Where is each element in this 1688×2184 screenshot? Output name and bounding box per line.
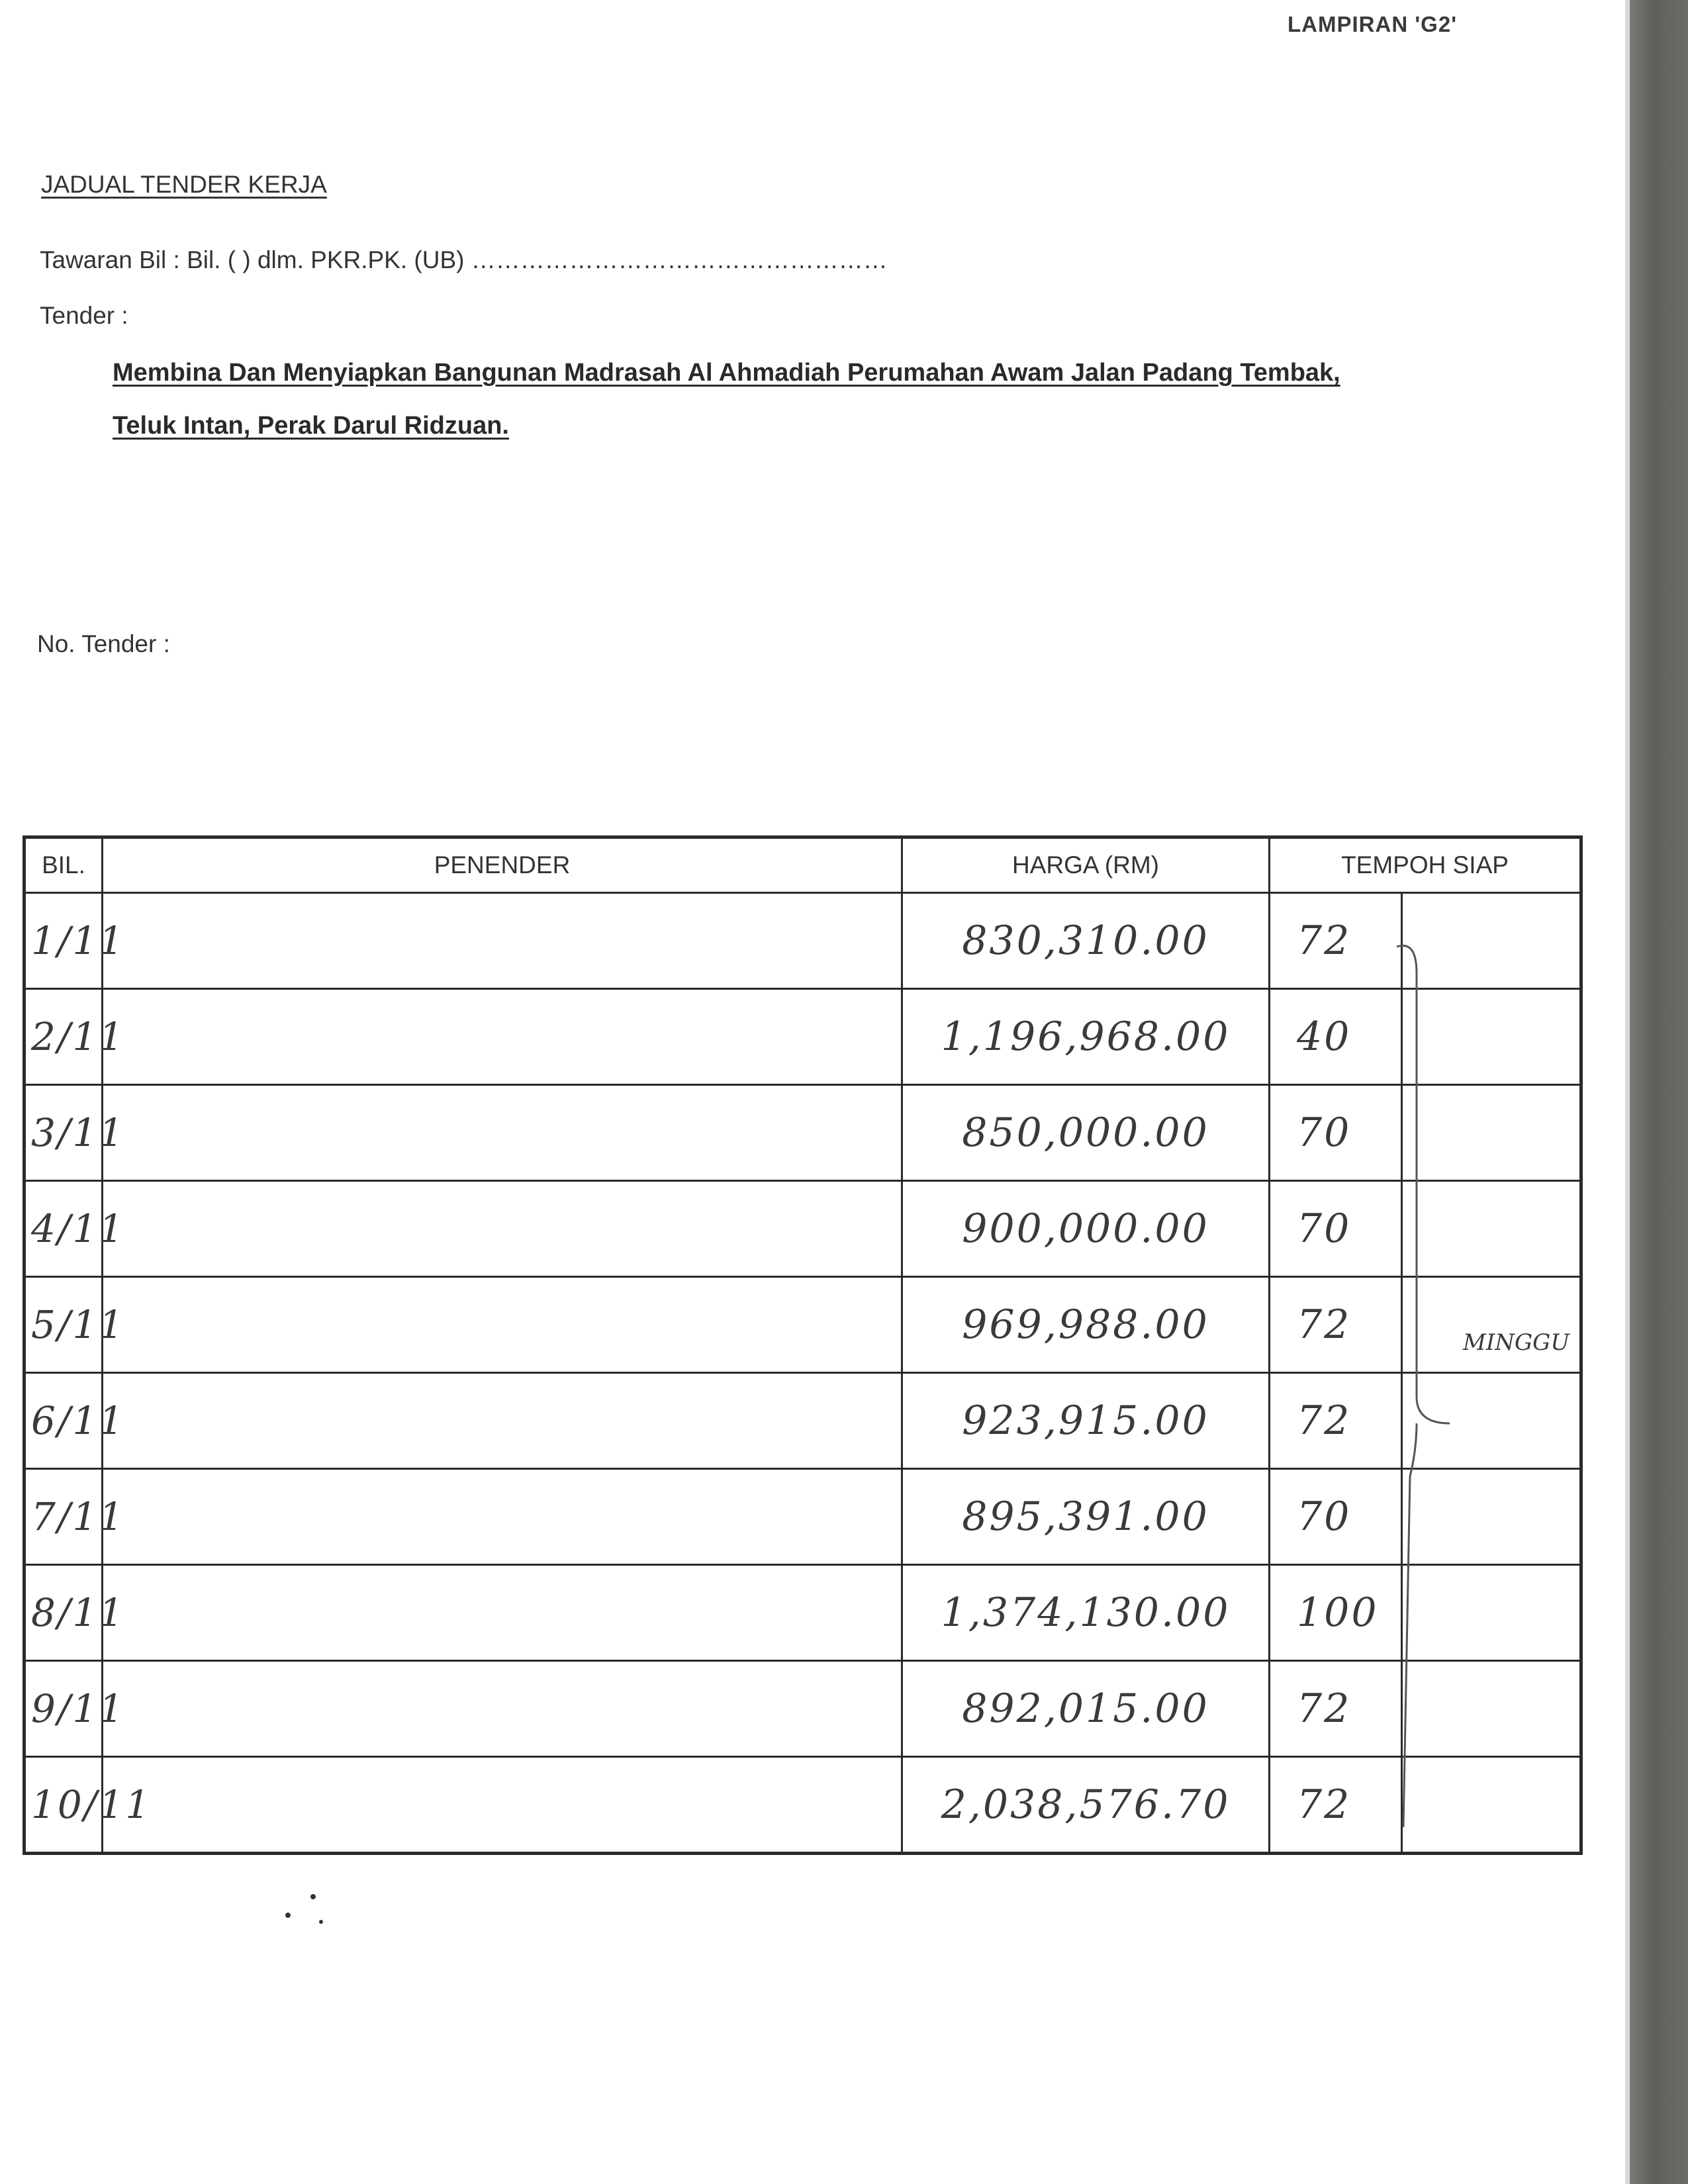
tender-label: Tender :: [40, 302, 128, 329]
table-row: [24, 1469, 1581, 1565]
cell-bil: 8/11: [24, 1565, 103, 1661]
cell-bil: 10/11: [24, 1757, 103, 1854]
cell-penender: [103, 1565, 902, 1661]
offer-reference: Tawaran Bil : Bil. ( ) dlm. PKR.PK. (UB) ……………………………………………: [40, 246, 888, 273]
col-header-penender: PENENDER: [103, 837, 902, 893]
cell-harga: 1,196,968.00: [902, 989, 1270, 1085]
cell-tempoh: 100: [1270, 1565, 1402, 1661]
tender-table: [23, 835, 1583, 1855]
cell-bil: 2/11: [24, 989, 103, 1085]
cell-harga: 923,915.00: [902, 1373, 1270, 1469]
cell-harga: 1,374,130.00: [902, 1565, 1270, 1661]
cell-bil: 5/11: [24, 1277, 103, 1373]
cell-penender: [103, 989, 902, 1085]
cell-tempoh: 40: [1270, 989, 1402, 1085]
cell-tempoh: 70: [1270, 1469, 1402, 1565]
cell-harga: 895,391.00: [902, 1469, 1270, 1565]
cell-harga: 830,310.00: [902, 893, 1270, 989]
cell-bil: 9/11: [24, 1661, 103, 1757]
table-row: [24, 1373, 1581, 1469]
table-row: [24, 1757, 1581, 1854]
cell-tempoh: 72: [1270, 1373, 1402, 1469]
cell-bil: 1/11: [24, 893, 103, 989]
cell-bil: 3/11: [24, 1085, 103, 1181]
tender-number-label: No. Tender :: [37, 630, 170, 657]
cell-penender: [103, 1277, 902, 1373]
cell-bil: 6/11: [24, 1373, 103, 1469]
cell-harga: 969,988.00: [902, 1277, 1270, 1373]
cell-penender: [103, 1469, 902, 1565]
cell-penender: [103, 1373, 902, 1469]
cell-harga: 900,000.00: [902, 1181, 1270, 1277]
cell-harga: 2,038,576.70: [902, 1757, 1270, 1854]
table-row: [24, 1277, 1581, 1373]
cell-penender: [103, 1757, 902, 1854]
bracket-mark: [1390, 933, 1470, 1847]
unit-note: MINGGU: [1463, 1329, 1570, 1356]
table-row: [24, 1181, 1581, 1277]
cell-penender: [103, 1181, 902, 1277]
table-row: [24, 989, 1581, 1085]
cell-harga: 892,015.00: [902, 1661, 1270, 1757]
cell-tempoh: 72: [1270, 893, 1402, 989]
table-row: [24, 1661, 1581, 1757]
tender-description-line1: Membina Dan Menyiapkan Bangunan Madrasah Al Ahmadiah Perumahan Awam Jalan Padang Tembak,: [113, 359, 1340, 387]
table-header-row: [24, 837, 1581, 893]
table-row: [24, 1565, 1581, 1661]
appendix-label: LAMPIRAN 'G2': [1288, 12, 1458, 36]
col-header-tempoh: TEMPOH SIAP: [1270, 837, 1581, 893]
cell-bil: 7/11: [24, 1469, 103, 1565]
cell-tempoh: 70: [1270, 1085, 1402, 1181]
document-title: JADUAL TENDER KERJA: [41, 171, 327, 198]
col-header-bil: BIL.: [24, 837, 103, 893]
col-header-harga: HARGA (RM): [902, 837, 1270, 893]
cell-tempoh: 72: [1270, 1277, 1402, 1373]
table-row: [24, 893, 1581, 989]
cell-bil: 4/11: [24, 1181, 103, 1277]
cell-tempoh: 72: [1270, 1661, 1402, 1757]
cell-penender: [103, 1085, 902, 1181]
cell-harga: 850,000.00: [902, 1085, 1270, 1181]
cell-penender: [103, 893, 902, 989]
scan-speck: [281, 1890, 328, 1930]
cell-tempoh: 70: [1270, 1181, 1402, 1277]
cell-tempoh: 72: [1270, 1757, 1402, 1854]
table-row: [24, 1085, 1581, 1181]
scan-edge-strip: [1630, 0, 1688, 2184]
cell-penender: [103, 1661, 902, 1757]
tender-description-line2: Teluk Intan, Perak Darul Ridzuan.: [113, 412, 509, 440]
